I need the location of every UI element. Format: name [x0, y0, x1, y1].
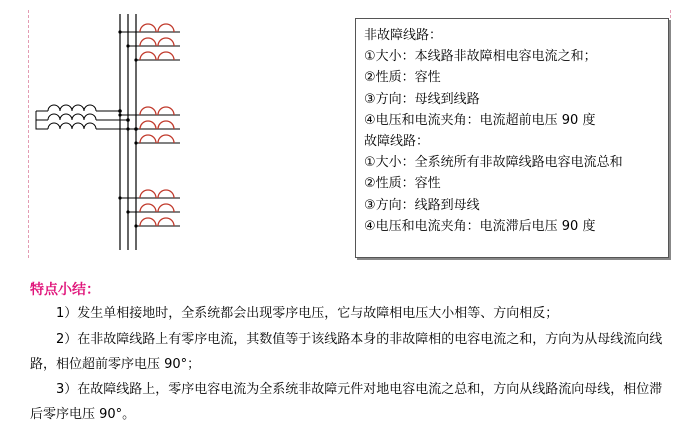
capacitor-arc: [158, 52, 174, 60]
summary-paragraph-1: 1）发生单相接地时，全系统都会出现零序电压，它与故障相电压大小相等、方向相反；: [56, 306, 559, 321]
legend-nonfault-heading: 非故障线路：: [364, 28, 443, 43]
capacitor-arc: [140, 218, 156, 226]
legend-box: [355, 18, 669, 258]
bus-bars: [120, 14, 136, 250]
legend-fault-angle: ④电压和电流夹角：电流滞后电压 90 度: [364, 218, 596, 234]
capacitor-arc: [158, 24, 174, 32]
legend-nonfault-angle: ④电压和电流夹角：电流超前电压 90 度: [364, 112, 596, 128]
summary-paragraph-3: 3）在故障线路上，零序电容电流为全系统非故障元件对地电容电流之总和，方向从线路流向母线，相位滞后零序电压 90°。: [30, 382, 663, 422]
capacitor-arc: [140, 204, 156, 212]
legend-nonfault-nature: ②性质：容性: [364, 70, 441, 86]
capacitor-arc: [158, 107, 174, 115]
capacitor-arc: [140, 190, 156, 198]
legend-fault-magnitude: ①大小：全系统所有非故障线路电容电流总和: [364, 155, 623, 171]
winding-c: [48, 123, 96, 129]
winding-b: [48, 114, 96, 120]
winding-a: [48, 105, 96, 111]
capacitor-arc: [140, 121, 156, 129]
legend-fault-direction: ③方向：线路到母线: [364, 197, 480, 213]
capacitor-arc: [158, 218, 174, 226]
legend-fault-nature: ②性质：容性: [364, 176, 441, 192]
capacitor-arc: [140, 24, 156, 32]
branch-junction: [134, 58, 137, 61]
summary-paragraph-2: 2）在非故障线路上有零序电流，其数值等于该线路本身的非故障相的电容电流之和，方向为从母线流向线路，相位超前零序电压 90°；: [30, 332, 663, 372]
branch-junction: [134, 141, 137, 144]
branch-junction: [118, 113, 121, 116]
capacitor-arc: [158, 204, 174, 212]
branch-junction: [134, 224, 137, 227]
legend-fault-heading: 故障线路：: [364, 134, 430, 150]
capacitor-arc: [158, 190, 174, 198]
capacitor-arc: [140, 52, 156, 60]
capacitor-arc: [140, 107, 156, 115]
source-windings: [36, 105, 136, 129]
legend-nonfault-direction: ③方向：母线到线路: [364, 91, 480, 107]
branch-junction: [126, 127, 129, 130]
circuit-diagram: [30, 14, 350, 254]
legend-nonfault-magnitude: ①大小：本线路非故障相电容电流之和；: [364, 49, 597, 65]
capacitor-arc: [158, 135, 174, 143]
branch-junction: [118, 30, 121, 33]
summary-title: 特点小结：: [30, 282, 100, 298]
branch-junction: [126, 210, 129, 213]
branch-junction: [126, 44, 129, 47]
capacitor-arc: [158, 38, 174, 46]
capacitor-arc: [140, 135, 156, 143]
branch-junction: [118, 196, 121, 199]
capacitor-arc: [140, 38, 156, 46]
capacitor-arc: [158, 121, 174, 129]
